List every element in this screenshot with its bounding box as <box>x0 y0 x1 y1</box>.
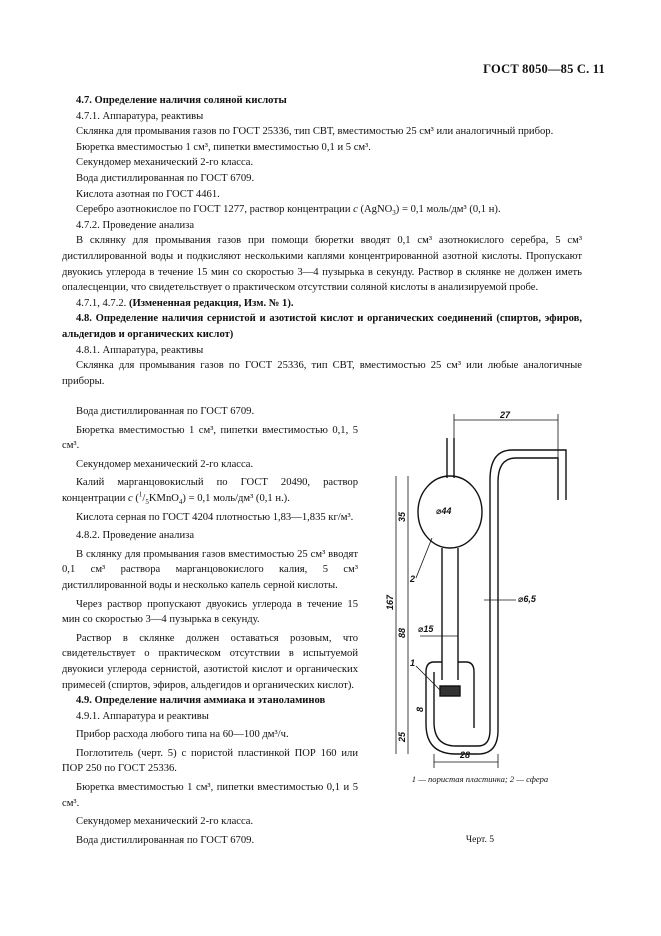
item-water-4-9: Вода дистиллированная по ГОСТ 6709. <box>76 834 255 846</box>
silver-c: c <box>353 204 358 216</box>
kmno4-text-b: ( <box>132 492 139 504</box>
dim-bulb-height-label: 35 <box>397 511 407 522</box>
dim-inner-tube-label: ⌀15 <box>418 624 434 634</box>
item-kmno4 <box>62 475 358 506</box>
section-4-9-title: 4.9. Определение наличия аммиака и этаноламинов <box>76 695 326 707</box>
paragraph-analysis-4-8-b: Через раствор пропускают двуокись углерода в течение 15 мин со скоростью 3—4 пузырька в секунду. <box>62 598 358 626</box>
item-burette-4-9: Бюретка вместимостью 1 см³, пипетки вместимостью 0,1 и 5 см³. <box>62 782 358 809</box>
item-water: Вода дистиллированная по ГОСТ 6709. <box>76 172 255 184</box>
silver-sub: 3 <box>392 209 396 218</box>
page-header: ГОСТ 8050—85 С. 11 <box>483 62 605 76</box>
dim-middle-label: 88 <box>397 627 407 638</box>
dim-total-label: 167 <box>385 594 395 610</box>
subsection-4-7-1: 4.7.1. Аппаратура, реактивы <box>76 110 204 122</box>
subsection-4-8-1: 4.8.1. Аппаратура, реактивы <box>76 344 204 356</box>
kmno4-sub4: 4 <box>178 498 183 507</box>
figure-label: Черт. 5 <box>465 834 495 845</box>
item-stopwatch-4-9: Секундомер механический 2-го класса. <box>76 816 254 828</box>
item-stopwatch-4-8: Секундомер механический 2-го класса. <box>76 458 254 470</box>
kmno4-text-d: ) = 0,1 моль/дм³ (0,1 н.). <box>182 492 290 504</box>
inner-tube <box>442 548 458 680</box>
inlet-tube <box>447 438 454 478</box>
silver-text-b: (AgNO <box>357 204 393 216</box>
kmno4-formula: KMnO <box>148 492 179 504</box>
dim-outer-tube-label: ⌀6,5 <box>518 594 536 604</box>
kmno4-c: c <box>128 492 133 504</box>
label-1: 1 <box>410 658 416 668</box>
section-4-7-title: 4.7. Определение наличия соляной кислоты <box>76 95 287 106</box>
dim-bottom-label: 28 <box>460 750 471 760</box>
upper-text-block <box>62 93 582 389</box>
item-burette: Бюретка вместимостью 1 см³, пипетки вместимостью 0,1 и 5 см³. <box>76 141 371 153</box>
item-silver-nitrate <box>62 202 582 218</box>
paragraph-analysis-4-8-c: Раствор в склянке должен оставаться розовым, что свидетельствует о практическом отсутствии в испытуемой двуокиси углерода сернистой, азотистой кислот и органических примесей (спиртов, эфиров, альдегидов и органических кислот). <box>62 632 358 691</box>
dim-plate-label: 8 <box>415 706 425 712</box>
item-sulfuric-acid: Кислота серная по ГОСТ 4204 плотностью 1,83—1,835 кг/м³. <box>76 511 354 523</box>
item-stopwatch: Секундомер механический 2-го класса. <box>76 157 254 169</box>
revision-text: (Измененная редакция, Изм. № 1). <box>128 297 294 309</box>
paragraph-analysis-4-7: В склянку для промывания газов при помощи бюретки вводят 0,1 см³ азотнокислого серебра, 5 см³ дистиллированной воды и подкисляют несколькими каплями концентрированной азотной кислоты. Пропускают двуокись углерода в течение 15 мин со скоростью 3—4 пузырька в секунду. Раствор в склянке не должен иметь опалесценции, что свидетельствует о практическом отсутствии соляной кислоты в анализируемой пробе. <box>62 235 582 294</box>
left-text-column <box>62 404 358 848</box>
silver-text-d: ) = 0,1 моль/дм³ (0,1 н). <box>395 204 501 216</box>
subsection-4-7-2: 4.7.2. Проведение анализа <box>76 219 195 231</box>
kmno4-sub5: 5 <box>145 498 149 507</box>
leader-2 <box>416 538 432 578</box>
silver-text-a: Серебро азотнокислое по ГОСТ 1277, раствор концентрации <box>76 204 354 216</box>
kmno4-text-a: Калий марганцовокислый по ГОСТ 20490, раствор концентрации <box>62 477 358 504</box>
figure-caption: 1 — пористая пластинка; 2 — сфера <box>411 774 549 784</box>
dim-line-top <box>454 414 558 458</box>
item-absorber: Поглотитель (черт. 5) с пористой пластинкой ПОР 160 или ПОР 250 по ГОСТ 25336. <box>62 747 358 775</box>
kmno4-sup: 1 <box>138 490 143 499</box>
section-4-8-title: 4.8. Определение наличия сернистой и азотистой кислот и органических соединений (спиртов, эфиров, альдегидов и органических кислот) <box>62 313 582 340</box>
subsection-4-8-2: 4.8.2. Проведение анализа <box>76 530 195 542</box>
item-burette-4-8: Бюретка вместимостью 1 см³, пипетки вместимостью 0,1, 5 см³. <box>62 424 358 452</box>
item-flask: Склянка для промывания газов по ГОСТ 25336, тип СВТ, вместимостью 25 см³ или аналогичный прибор. <box>76 126 554 138</box>
leader-1 <box>416 666 440 690</box>
dim-base-label: 25 <box>397 731 407 742</box>
label-2: 2 <box>410 574 416 584</box>
outer-vessel <box>434 450 566 746</box>
paragraph-analysis-4-8-a: В склянку для промывания газов вместимостью 25 см³ вводят 0,1 см³ раствора марганцовокислого калия, 5 см³ дистиллированной воды и несколько капель серной кислоты. <box>62 548 358 591</box>
item-flask-4-8: Склянка для промывания газов по ГОСТ 25336, тип СВТ, вместимостью 25 см³ или любые аналогичные приборы. <box>62 360 582 387</box>
item-flow-meter: Прибор расхода любого типа на 60—100 дм³/ч. <box>76 729 289 741</box>
revision-ref: 4.7.1, 4.7.2. <box>76 297 129 309</box>
porous-plate <box>440 686 460 696</box>
subsection-4-9-1: 4.9.1. Аппаратура и реактивы <box>76 710 209 722</box>
dim-bulb-diameter-label: ⌀44 <box>436 506 452 516</box>
dim-top-label: 27 <box>500 410 511 420</box>
kmno4-slash: / <box>142 492 146 504</box>
revision-note <box>62 296 582 312</box>
item-water-4-8: Вода дистиллированная по ГОСТ 6709. <box>76 406 255 417</box>
absorber-drawing <box>366 410 594 770</box>
item-nitric-acid: Кислота азотная по ГОСТ 4461. <box>76 188 220 200</box>
